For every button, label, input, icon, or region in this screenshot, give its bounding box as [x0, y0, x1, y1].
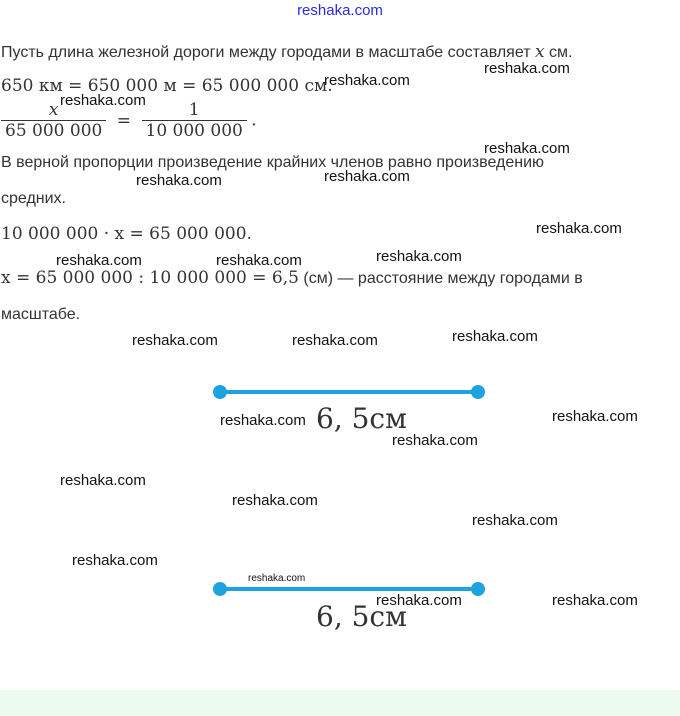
site-link[interactable]: reshaka.com — [297, 2, 383, 19]
watermark: reshaka.com — [484, 60, 570, 77]
watermark: reshaka.com — [60, 472, 146, 489]
bottom-band — [0, 690, 680, 716]
segment-2-label: 6, 5см — [316, 600, 407, 633]
line1-var: x — [534, 42, 545, 62]
line1-unit: см. — [544, 44, 573, 61]
segment-2-end-point — [471, 582, 485, 596]
line6-rest: (см) — расстояние между городами в — [298, 270, 583, 287]
watermark: reshaka.com — [72, 552, 158, 569]
watermark: reshaka.com — [232, 492, 318, 509]
watermark: reshaka.com — [324, 168, 410, 185]
text-line-4b: средних. — [1, 190, 66, 207]
watermark: reshaka.com — [392, 432, 478, 449]
text-line-1 — [1, 42, 572, 62]
watermark: reshaka.com — [376, 248, 462, 265]
text-line-4a: В верной пропорции произведение крайних членов равно произведению — [1, 154, 544, 171]
watermark: reshaka.com — [136, 172, 222, 189]
watermark: reshaka.com — [376, 592, 462, 609]
line1-text: Пусть длина железной дороги между городами в масштабе составляет — [1, 44, 535, 61]
watermark: reshaka.com — [536, 220, 622, 237]
segment-1-start-point — [213, 385, 227, 399]
segment-1-end-point — [471, 385, 485, 399]
line6-math: x = 65 000 000 : 10 000 000 = 6,5 — [1, 268, 299, 288]
text-line-2: 650 км = 650 000 м = 65 000 000 см. — [1, 76, 333, 96]
watermark: reshaka.com — [552, 408, 638, 425]
watermark: reshaka.com — [484, 140, 570, 157]
segment-2-start-point — [213, 582, 227, 596]
text-line-6a — [1, 268, 583, 288]
watermark: reshaka.com — [132, 332, 218, 349]
fraction-right — [142, 100, 247, 141]
fraction-left-num: x — [48, 100, 59, 120]
watermark: reshaka.com — [220, 412, 306, 429]
text-line-5: 10 000 000 · x = 65 000 000. — [1, 224, 252, 244]
text-line-6b: масштабе. — [1, 306, 81, 323]
proportion-end: . — [251, 110, 257, 131]
watermark: reshaka.com — [248, 573, 306, 584]
watermark: reshaka.com — [452, 328, 538, 345]
segment-1-label: 6, 5см — [316, 402, 407, 435]
watermark: reshaka.com — [216, 252, 302, 269]
watermark: reshaka.com — [292, 332, 378, 349]
watermark: reshaka.com — [60, 92, 146, 109]
fraction-left-den: 65 000 000 — [1, 120, 106, 141]
watermark: reshaka.com — [324, 72, 410, 89]
watermark: reshaka.com — [56, 252, 142, 269]
fraction-right-num: 1 — [188, 100, 200, 120]
proportion-eq: = — [116, 110, 132, 131]
watermark: reshaka.com — [472, 512, 558, 529]
fraction-right-den: 10 000 000 — [142, 120, 247, 141]
watermark: reshaka.com — [552, 592, 638, 609]
